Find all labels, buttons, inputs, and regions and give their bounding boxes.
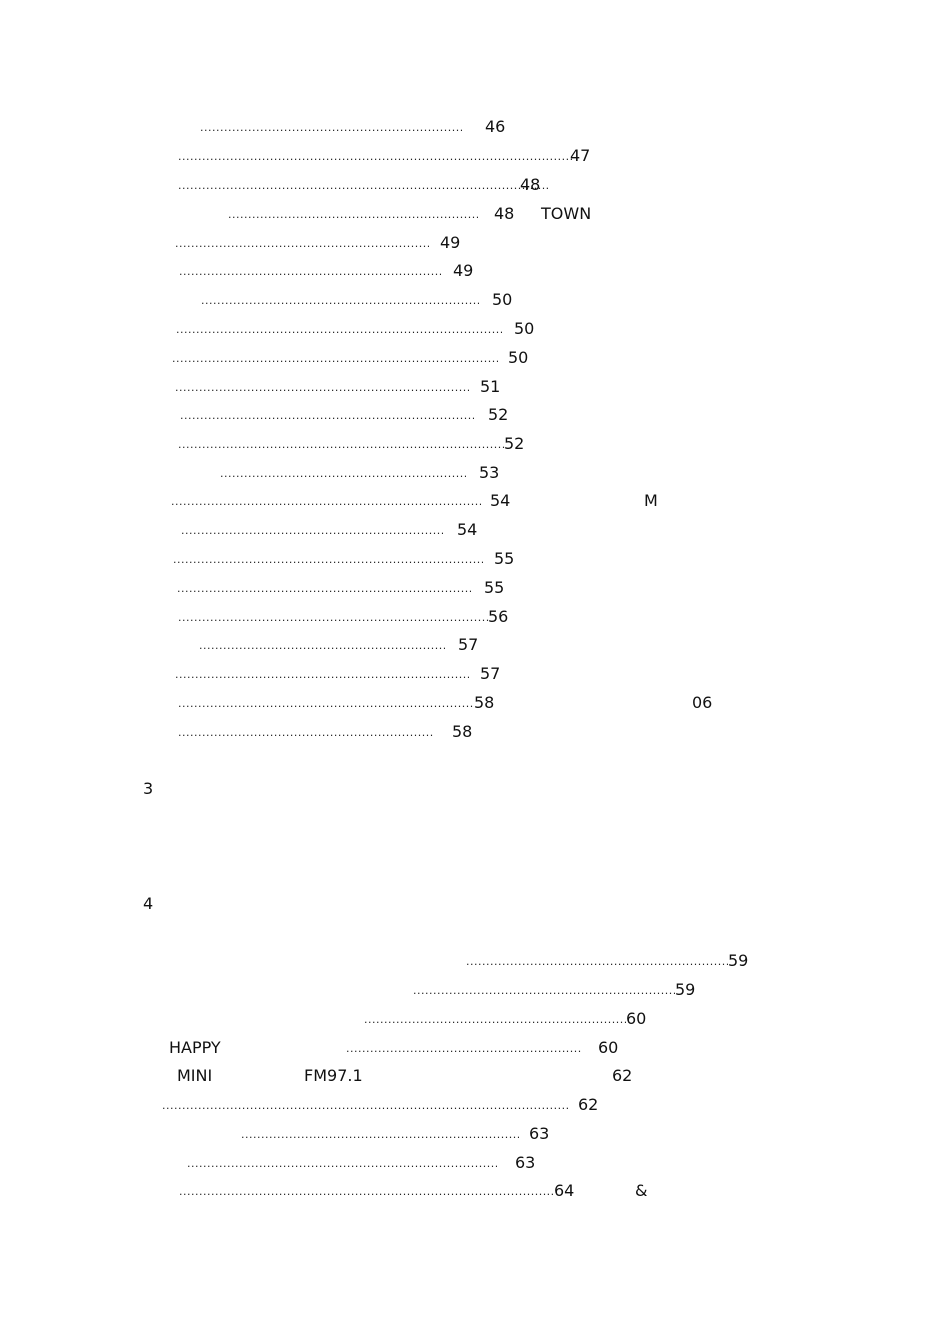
leader-dots [200,122,462,134]
toc-page-number: 58 [452,722,473,741]
toc-note: & [635,1181,648,1200]
toc-page-number: 64 [554,1181,575,1200]
leader-dots [178,727,434,739]
leader-dots [175,382,469,394]
toc-page-number: 63 [515,1153,536,1172]
toc-page-number: 51 [480,377,501,396]
section-number: 4 [143,894,154,913]
toc-page-number: 52 [488,405,509,424]
toc-page-number: 48 [520,175,541,194]
toc-page-number: 59 [728,951,749,970]
leader-dots [180,410,474,422]
toc-page-number: 55 [494,549,515,568]
leader-dots [220,468,466,480]
toc-page-number: 49 [440,233,461,252]
toc-page-number: 57 [458,635,479,654]
leader-dots [187,1158,497,1170]
toc-note: M [644,491,658,510]
leader-dots [172,353,498,365]
toc-page-number: 54 [490,491,511,510]
toc-page-number: 56 [488,607,509,626]
leader-dots [201,295,479,307]
leader-dots [177,583,471,595]
leader-dots [175,669,469,681]
leader-dots [179,266,441,278]
leader-dots [179,1186,555,1198]
toc-page-number: 48 [494,204,515,223]
toc-page-number: 54 [457,520,478,539]
leader-dots [199,640,445,652]
leader-dots [228,209,478,221]
leader-dots [178,698,474,710]
toc-page-number: 50 [514,319,535,338]
toc-page-number: 60 [598,1038,619,1057]
leader-dots [178,151,574,163]
toc-page-number: 50 [492,290,513,309]
toc-page-number: 49 [453,261,474,280]
toc-label: MINI [177,1066,213,1085]
leader-dots [171,496,481,508]
toc-note: 06 [692,693,713,712]
toc-page-number: 50 [508,348,529,367]
toc-page-number: 63 [529,1124,550,1143]
toc-page-number: 47 [570,146,591,165]
leader-dots [181,525,443,537]
leader-dots [175,238,429,250]
leader-dots [162,1100,568,1112]
leader-dots [346,1043,582,1055]
toc-page-number: 52 [504,434,525,453]
toc-page-number: 46 [485,117,506,136]
toc-page-number: 60 [626,1009,647,1028]
toc-page-number: 58 [474,693,495,712]
leader-dots [466,956,728,968]
toc-page-number: 55 [484,578,505,597]
leader-dots [364,1014,626,1026]
leader-dots [413,985,675,997]
leader-dots [178,439,506,451]
toc-page-number: 53 [479,463,500,482]
leader-dots [176,324,502,336]
leader-dots [241,1129,519,1141]
leader-dots [173,554,483,566]
leader-dots [178,612,490,624]
toc-note: TOWN [541,204,592,223]
toc-page-number: 62 [578,1095,599,1114]
toc-label: FM97.1 [304,1066,363,1085]
toc-page-number: 62 [612,1066,633,1085]
toc-page-number: 57 [480,664,501,683]
leader-dots [178,180,550,192]
toc-page-number: 59 [675,980,696,999]
section-number: 3 [143,779,154,798]
toc-label: HAPPY [169,1038,221,1057]
